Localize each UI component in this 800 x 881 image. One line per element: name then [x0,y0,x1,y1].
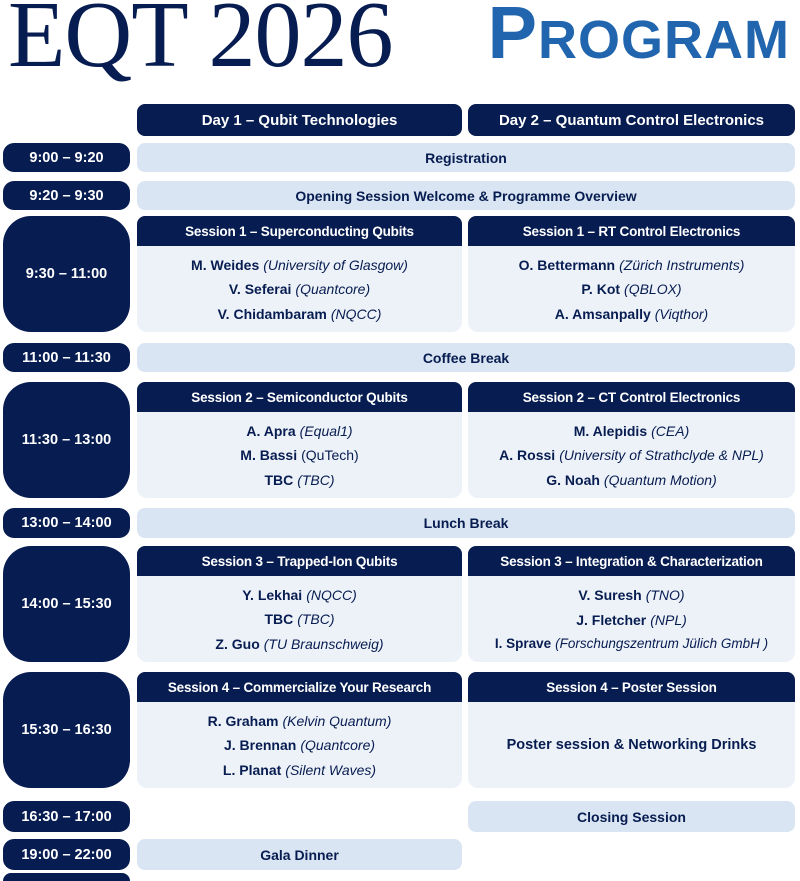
speaker-line [472,612,791,628]
speaker-name: I. Sprave [494,636,552,652]
speaker-name: Y. Lekhai [242,586,303,603]
session3-day2-title: Session 3 – Integration & Characterization [468,546,795,576]
time-pill-registration: 9:00 – 9:20 [3,143,130,172]
speaker-name: P. Kot [581,281,621,297]
speaker-line [472,636,791,651]
speaker-name: G. Noah [546,471,600,488]
speaker-line [141,281,458,297]
speaker-name: M. Weides [191,256,260,273]
speaker-line [472,257,791,273]
time-pill-opening: 9:20 – 9:30 [3,181,130,210]
speaker-name: A. Amsanpally [554,305,651,322]
speaker-affiliation: (NQCC) [306,586,357,603]
time-pill-session1: 9:30 – 11:00 [3,216,130,332]
speaker-line [141,713,458,729]
speaker-name: V. Seferai [228,281,292,297]
speaker-affiliation: (Zürich Instruments) [619,256,745,273]
speaker-name: Z. Guo [215,635,260,652]
speaker-line [141,306,458,322]
speaker-line [141,587,458,603]
speaker-name: V. Chidambaram [217,305,327,322]
session4-day1-title: Session 4 – Commercialize Your Research [137,672,462,702]
speaker-line [472,281,791,297]
session1-day1-speakers [137,246,462,332]
time-pill-gala: 19:00 – 22:00 [3,839,130,870]
speaker-line [141,447,458,463]
session3-day1-title: Session 3 – Trapped-Ion Qubits [137,546,462,576]
time-pill-partial [3,873,130,881]
speaker-affiliation: (Quantcore) [295,281,371,297]
speaker-name: J. Fletcher [576,611,647,628]
time-pill-session2: 11:30 – 13:00 [3,382,130,498]
opening-session-band: Opening Session Welcome & Programme Overview [137,181,795,210]
program-rest-letters: ROGRAM [538,10,790,70]
speaker-affiliation: (NQCC) [330,305,382,322]
speaker-name: R. Graham [207,712,279,729]
speaker-line [141,611,458,627]
speaker-name: A. Apra [246,422,296,439]
speaker-affiliation: (QBLOX) [624,281,682,297]
coffee-break-band: Coffee Break [137,343,795,372]
speaker-name: A. Rossi [499,447,556,463]
time-pill-coffee: 11:00 – 11:30 [3,343,130,372]
gala-dinner-band: Gala Dinner [137,839,462,870]
registration-band: Registration [137,143,795,172]
program-heading [487,0,790,74]
speaker-name: TBC [264,611,294,627]
speaker-name: L. Planat [222,761,282,778]
page-title: EQT 2026 [8,0,393,87]
speaker-affiliation: (Viqthor) [654,305,709,322]
speaker-affiliation: (NPL) [650,611,687,628]
speaker-affiliation: (TBC) [297,611,335,627]
speaker-affiliation: (QuTech) [301,447,359,463]
speaker-affiliation: (CEA) [651,422,690,439]
speaker-name: V. Suresh [578,586,642,603]
speaker-line [472,306,791,322]
session4-day1-speakers [137,702,462,788]
speaker-line [141,636,458,652]
speaker-affiliation: (University of Glasgow) [263,256,408,273]
session2-day2-title: Session 2 – CT Control Electronics [468,382,795,412]
speaker-line [472,587,791,603]
poster-session-note: Poster session & Networking Drinks [506,737,757,753]
session2-day1-speakers [137,412,462,498]
lunch-break-band: Lunch Break [137,508,795,538]
speaker-affiliation: (Forschungszentrum Jülich GmbH ) [555,636,769,652]
time-pill-lunch: 13:00 – 14:00 [3,508,130,538]
speaker-affiliation: (Quantcore) [300,737,376,753]
closing-session-band: Closing Session [468,801,795,832]
speaker-line [141,423,458,439]
time-pill-session4: 15:30 – 16:30 [3,672,130,788]
speaker-affiliation: (Kelvin Quantum) [282,712,392,729]
speaker-name: O. Bettermann [518,256,616,273]
day1-header: Day 1 – Qubit Technologies [137,104,462,136]
speaker-affiliation: (University of Strathclyde & NPL) [559,447,764,463]
speaker-affiliation: (Silent Waves) [285,761,377,778]
session3-day1-speakers [137,576,462,662]
day2-header: Day 2 – Quantum Control Electronics [468,104,795,136]
time-pill-closing: 16:30 – 17:00 [3,801,130,832]
program-initial-letter: P [487,0,539,74]
time-pill-session3: 14:00 – 15:30 [3,546,130,662]
session1-day1-title: Session 1 – Superconducting Qubits [137,216,462,246]
speaker-affiliation: (TU Braunschweig) [263,635,384,652]
speaker-line [141,762,458,778]
speaker-line [472,447,791,463]
session1-day2-title: Session 1 – RT Control Electronics [468,216,795,246]
session2-day2-speakers [468,412,795,498]
speaker-affiliation: (TNO) [645,586,685,603]
speaker-name: M. Bassi [240,447,298,463]
session4-day2-body [468,702,795,788]
session4-day2-title: Session 4 – Poster Session [468,672,795,702]
speaker-name: TBC [264,471,294,488]
speaker-line [472,423,791,439]
speaker-name: M. Alepidis [573,422,648,439]
speaker-name: J. Brennan [223,737,297,753]
speaker-line [141,257,458,273]
speaker-affiliation: (Quantum Motion) [603,471,717,488]
session2-day1-title: Session 2 – Semiconductor Qubits [137,382,462,412]
session3-day2-speakers [468,576,795,662]
speaker-affiliation: (TBC) [297,471,335,488]
speaker-line [472,472,791,488]
speaker-line [141,737,458,753]
speaker-line [141,472,458,488]
session1-day2-speakers [468,246,795,332]
speaker-affiliation: (Equal1) [299,422,353,439]
